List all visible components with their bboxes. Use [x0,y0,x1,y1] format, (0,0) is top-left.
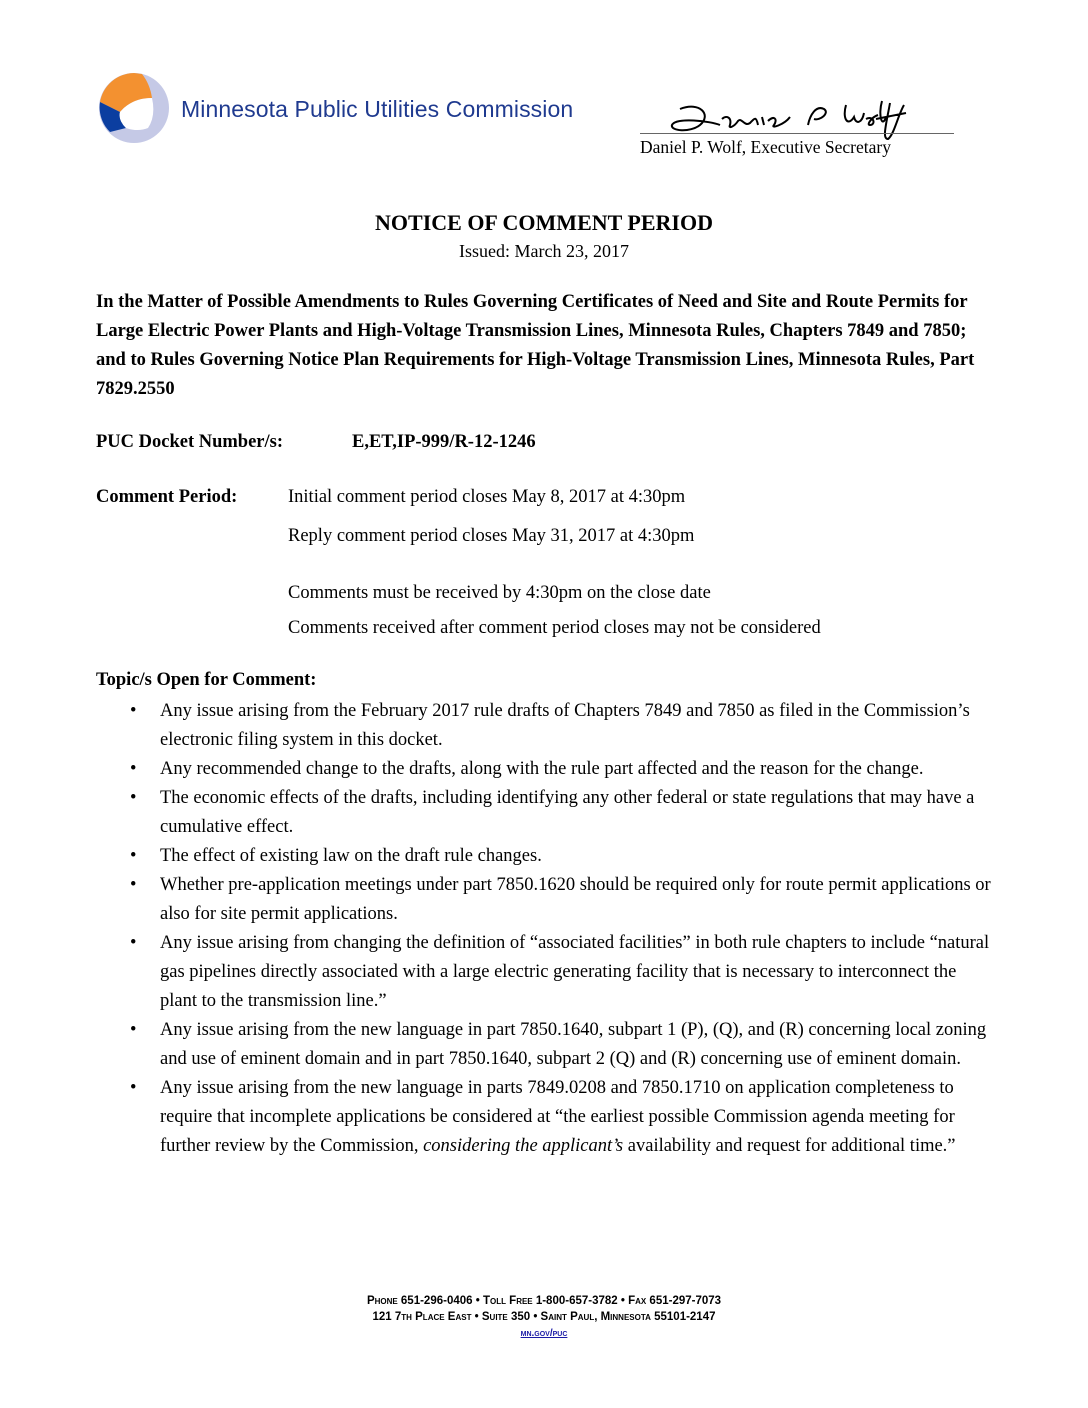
bullet-icon: • [130,846,137,866]
bullet-icon: • [130,759,137,779]
footer-contact [0,1293,1088,1342]
footer-phone-line: Phone 651-296-0406 • Toll Free 1-800-657-3782 • Fax 651-297-7073 [366,1295,722,1307]
comment-period-line: Initial comment period closes May 8, 2017 at 4:30pm [288,487,686,507]
footer-address-line: 121 7th Place East • Suite 350 • Saint Paul, Minnesota 55101-2147 [372,1311,716,1323]
bullet-icon: • [130,875,137,895]
bullet-icon: • [130,788,137,808]
docket-label: PUC Docket Number/s: [96,432,284,452]
signature-block [640,95,954,165]
comment-period-line: Comments received after comment period closes may not be considered [288,618,821,638]
signature-line [640,133,954,134]
matter-description: In the Matter of Possible Amendments to Rules Governing Certificates of Need and Site and Route Permits for Large Electric Power Plants and High-Voltage Transmission Lines, Minnesota Rules, Chapters 7849 and 7850; and to Rules Governing Notice Plan Requirements for High-Voltage Transmission Lines, Minnesota Rules, Part 7829.2550 [96,292,975,399]
org-name: Minnesota Public Utilities Commission [181,96,574,122]
topics-list [96,697,996,1161]
page-title: NOTICE OF COMMENT PERIOD [375,210,713,235]
bullet-icon: • [130,701,137,721]
comment-period-line: Reply comment period closes May 31, 2017 at 4:30pm [288,526,695,546]
mpuc-logo-icon [98,72,170,144]
bullet-icon: • [130,1020,137,1040]
docket-number: E,ET,IP-999/R-12-1246 [352,432,536,452]
topic-item: • Any issue arising from the new language in part 7850.1640, subpart 1 (P), (Q), and (R) concerning local zoning and use of eminent domain and in part 7850.1640, subpart 2 (Q) and (R) concerning use of eminent domain. [96,1016,996,1074]
bullet-icon: • [130,933,137,953]
topics-heading: Topic/s Open for Comment: [96,670,317,690]
topic-item: • Any issue arising from the February 2017 rule drafts of Chapters 7849 and 7850 as filed in the Commission’s electronic filing system in this docket. [96,697,996,755]
comment-period-label-row [96,487,237,508]
topic-item: • Any recommended change to the drafts, along with the rule part affected and the reason for the change. [96,755,996,784]
comment-period-line: Comments must be received by 4:30pm on the close date [288,583,711,603]
topic-item: • Any issue arising from changing the definition of “associated facilities” in both rule chapters to include “natural gas pipelines directly associated with a large electric generating facility that is necessary to interconnect the plant to the transmission line.” [96,929,996,1016]
topic-item: • Whether pre-application meetings under part 7850.1620 should be required only for route permit applications or also for site permit applications. [96,871,996,929]
issued-date: Issued: March 23, 2017 [459,241,629,261]
bullet-icon: • [130,1078,137,1098]
comment-period-label: Comment Period: [96,487,238,507]
topic-item: • Any issue arising from the new language in parts 7849.0208 and 7850.1710 on application completeness to require that incomplete applications be considered at “the earliest possible Commission agenda meeting for further review by the Commission, considering the applicant’s availability and request for additional time.” [96,1074,996,1161]
signatory-name: Daniel P. Wolf, Executive Secretary [640,137,891,157]
topic-item: • The effect of existing law on the draft rule changes. [96,842,996,871]
topic-item: • The economic effects of the drafts, including identifying any other federal or state regulations that may have a cumulative effect. [96,784,996,842]
footer-website-link[interactable]: mn.gov/puc [520,1328,568,1339]
docket-row [96,432,536,453]
